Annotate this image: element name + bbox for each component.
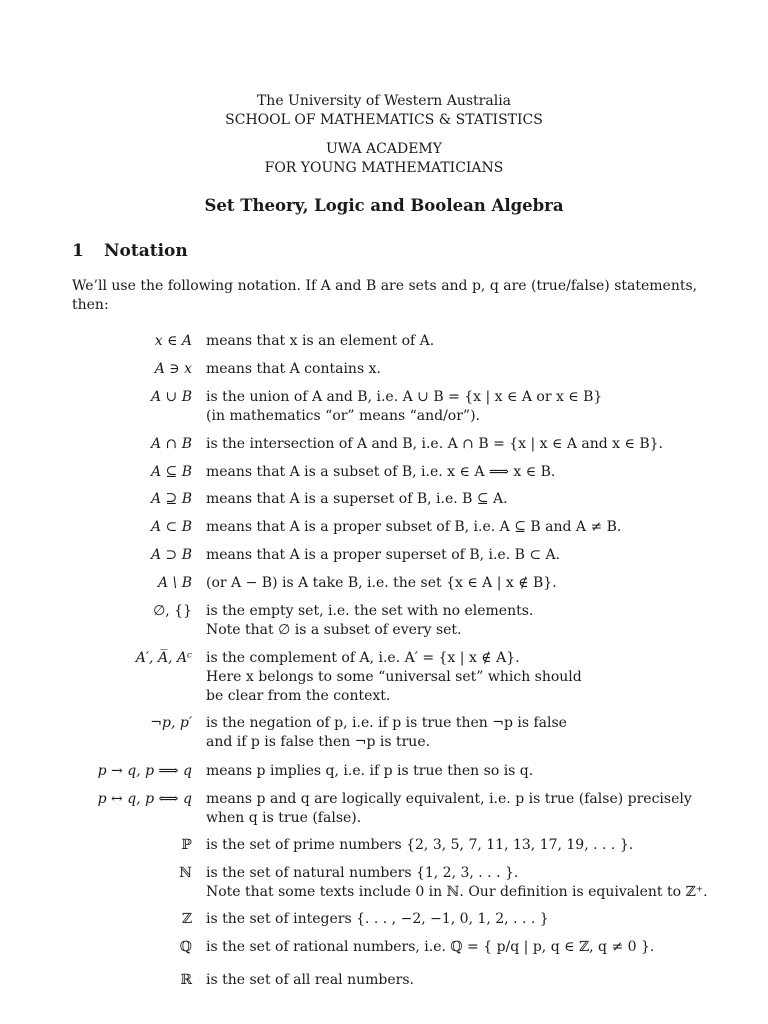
description-line: is the complement of A, i.e. A′ = {x | x ∉ A}. (206, 650, 520, 666)
notation-symbol: A ∋ x (154, 361, 192, 377)
description-line: means that A contains x. (206, 361, 381, 377)
description-line: is the set of natural numbers {1, 2, 3, . . . }. (206, 865, 519, 881)
section-title: Notation (104, 241, 188, 261)
description-line: (in mathematics “or” means “and/or”). (206, 408, 480, 424)
notation-symbol: p → q, p ⟹ q (97, 763, 192, 779)
notation-description (206, 574, 706, 593)
description-line: Note that ∅ is a subset of every set. (206, 622, 462, 638)
description-line: is the intersection of A and B, i.e. A ∩ B = {x | x ∈ A and x ∈ B}. (206, 436, 663, 452)
notation-symbol: A ∩ B (150, 436, 192, 452)
notation-description (206, 790, 706, 828)
notation-description (206, 649, 706, 706)
notation-description (206, 971, 706, 990)
notation-symbol: x ∈ A (154, 333, 192, 349)
description-line: be clear from the context. (206, 688, 391, 704)
section-number: 1 (72, 241, 84, 261)
notation-description (206, 836, 706, 855)
notation-description (206, 762, 706, 781)
description-line: means that A is a superset of B, i.e. B ⊆ A. (206, 491, 508, 507)
notation-symbol: A ⊇ B (150, 491, 192, 507)
notation-description (206, 938, 706, 957)
description-line: means that A is a proper subset of B, i.e. A ⊆ B and A ≠ B. (206, 519, 622, 535)
school-name: SCHOOL OF MATHEMATICS & STATISTICS (225, 112, 543, 128)
notation-symbol: A′, A̅, Aᶜ (135, 650, 192, 666)
notation-symbol: ℕ (179, 865, 192, 881)
description-line: is the set of all real numbers. (206, 972, 414, 988)
description-line: means that x is an element of A. (206, 333, 435, 349)
notation-description (206, 714, 706, 752)
notation-symbol: p ↔ q, p ⟺ q (97, 791, 192, 807)
notation-description (206, 546, 706, 565)
notation-symbol: ¬p, p′ (150, 715, 192, 731)
notation-description (206, 435, 706, 454)
description-line: Note that some texts include 0 in ℕ. Our definition is equivalent to ℤ⁺. (206, 884, 708, 900)
notation-description (206, 910, 706, 929)
notation-description (206, 332, 706, 351)
notation-symbol: ℝ (180, 972, 192, 988)
description-line: is the set of integers {. . . , −2, −1, 0, 1, 2, . . . } (206, 911, 549, 927)
description-line: (or A − B) is A take B, i.e. the set {x ∈ A | x ∉ B}. (206, 575, 557, 591)
notation-symbol: ℚ (179, 939, 192, 955)
description-line: when q is true (false). (206, 810, 362, 826)
notation-description (206, 518, 706, 537)
academy-line-2: FOR YOUNG MATHEMATICIANS (264, 160, 504, 176)
notation-symbol: ℙ (181, 837, 192, 853)
description-line: Here x belongs to some “universal set” which should (206, 669, 582, 685)
notation-symbol: A ⊆ B (150, 464, 192, 480)
notation-description (206, 490, 706, 509)
university-name: The University of Western Australia (256, 93, 512, 109)
notation-symbol: ∅, {} (153, 603, 192, 619)
description-line: means that A is a subset of B, i.e. x ∈ A ⟹ x ∈ B. (206, 464, 556, 480)
description-line: means that A is a proper superset of B, i.e. B ⊂ A. (206, 547, 561, 563)
academy-block (0, 140, 768, 178)
notation-symbol: A ⊃ B (150, 547, 192, 563)
notation-description (206, 388, 706, 426)
description-line: is the negation of p, i.e. if p is true then ¬p is false (206, 715, 567, 731)
section-heading (72, 241, 188, 261)
description-line: means p implies q, i.e. if p is true then so is q. (206, 763, 534, 779)
description-line: means p and q are logically equivalent, i.e. p is true (false) precisely (206, 791, 692, 807)
description-line: and if p is false then ¬p is true. (206, 734, 431, 750)
notation-symbol: A ⊂ B (150, 519, 192, 535)
notation-description (206, 602, 706, 640)
notation-description (206, 864, 706, 902)
document-title: Set Theory, Logic and Boolean Algebra (204, 196, 564, 215)
institution-block (0, 92, 768, 130)
description-line: is the union of A and B, i.e. A ∪ B = {x | x ∈ A or x ∈ B} (206, 389, 603, 405)
notation-description (206, 360, 706, 379)
description-line: is the set of rational numbers, i.e. ℚ = { p/q | p, q ∈ ℤ, q ≠ 0 }. (206, 939, 655, 955)
academy-line-1: UWA ACADEMY (325, 141, 442, 157)
notation-description (206, 463, 706, 482)
notation-symbol: A \ B (157, 575, 192, 591)
intro-paragraph: We’ll use the following notation. If A and B are sets and p, q are (true/false) statements, then: (72, 278, 698, 313)
description-line: is the empty set, i.e. the set with no elements. (206, 603, 534, 619)
description-line: is the set of prime numbers {2, 3, 5, 7, 11, 13, 17, 19, . . . }. (206, 837, 634, 853)
notation-symbol: A ∪ B (150, 389, 192, 405)
notation-symbol: ℤ (181, 911, 192, 927)
